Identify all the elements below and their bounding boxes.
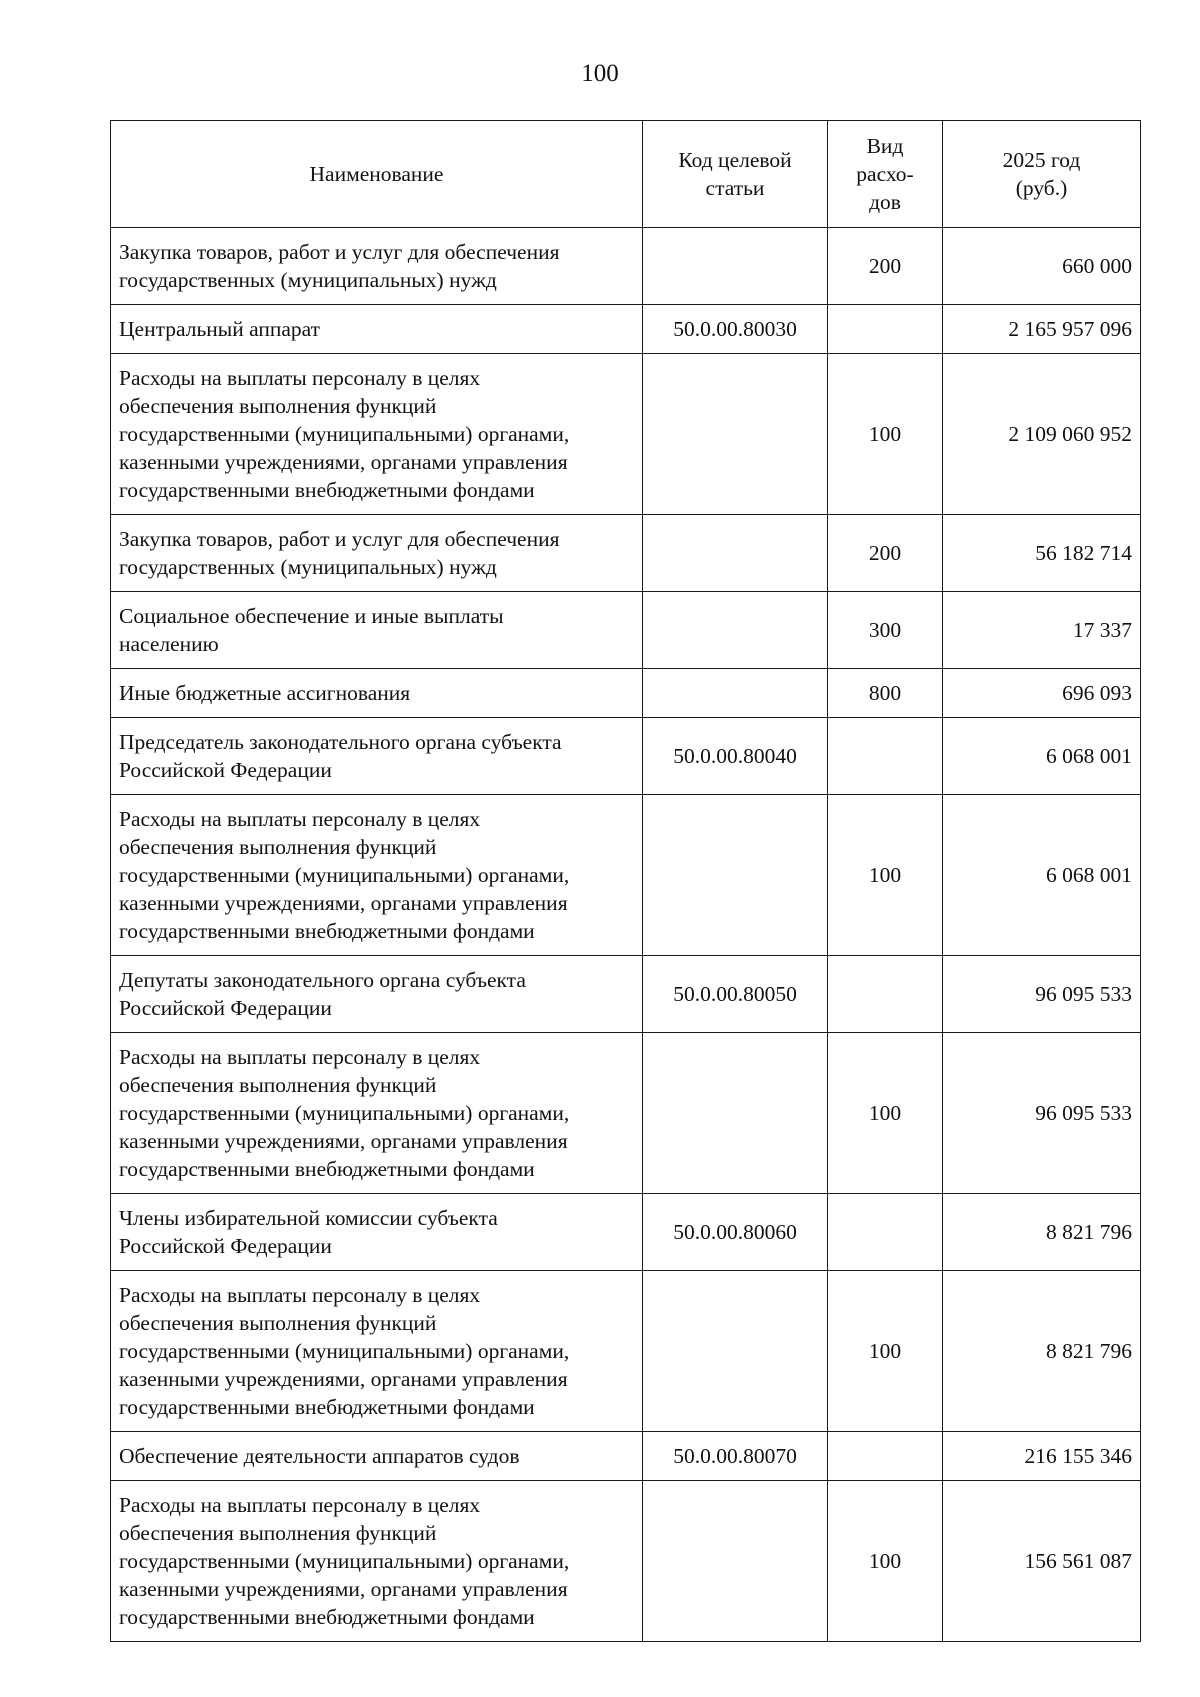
cell-name: Расходы на выплаты персоналу в целях обеспечения выполнения функций государственными (муниципальными) органами, казенными учреждениями, органами управления государственными внебюджетными фондами [111,1033,643,1194]
cell-name: Члены избирательной комиссии субъекта Российской Федерации [111,1194,643,1271]
cell-type: 200 [828,515,943,592]
cell-type [828,1194,943,1271]
cell-amount: 17 337 [943,592,1141,669]
cell-type: 100 [828,795,943,956]
table-row [111,669,1141,718]
cell-amount: 156 561 087 [943,1481,1141,1642]
cell-type [828,1432,943,1481]
cell-type: 100 [828,354,943,515]
table-row [111,956,1141,1033]
header-type: Вид расхо- дов [828,121,943,228]
cell-name: Расходы на выплаты персоналу в целях обеспечения выполнения функций государственными (муниципальными) органами, казенными учреждениями, органами управления государственными внебюджетными фондами [111,354,643,515]
cell-name: Расходы на выплаты персоналу в целях обеспечения выполнения функций государственными (муниципальными) органами, казенными учреждениями, органами управления государственными внебюджетными фондами [111,795,643,956]
table-row [111,1432,1141,1481]
cell-code [643,354,828,515]
table-row [111,354,1141,515]
budget-table [110,120,1141,1642]
cell-amount: 696 093 [943,669,1141,718]
cell-name: Иные бюджетные ассигнования [111,669,643,718]
cell-code [643,1481,828,1642]
cell-amount: 2 165 957 096 [943,305,1141,354]
cell-name: Расходы на выплаты персоналу в целях обеспечения выполнения функций государственными (муниципальными) органами, казенными учреждениями, органами управления государственными внебюджетными фондами [111,1271,643,1432]
cell-name: Центральный аппарат [111,305,643,354]
cell-amount: 96 095 533 [943,956,1141,1033]
cell-amount: 6 068 001 [943,795,1141,956]
table-row [111,1033,1141,1194]
cell-amount: 216 155 346 [943,1432,1141,1481]
cell-name: Закупка товаров, работ и услуг для обеспечения государственных (муниципальных) нужд [111,515,643,592]
cell-code: 50.0.00.80040 [643,718,828,795]
cell-type: 100 [828,1033,943,1194]
cell-type: 100 [828,1481,943,1642]
header-amount: 2025 год (руб.) [943,121,1141,228]
cell-name: Председатель законодательного органа субъекта Российской Федерации [111,718,643,795]
table-row [111,515,1141,592]
cell-amount: 2 109 060 952 [943,354,1141,515]
cell-amount: 660 000 [943,228,1141,305]
cell-code [643,1271,828,1432]
cell-amount: 56 182 714 [943,515,1141,592]
cell-type [828,956,943,1033]
cell-code [643,515,828,592]
cell-type [828,305,943,354]
cell-amount: 96 095 533 [943,1033,1141,1194]
cell-code: 50.0.00.80030 [643,305,828,354]
cell-amount: 8 821 796 [943,1194,1141,1271]
table-row [111,1194,1141,1271]
table-row [111,305,1141,354]
table-header-row [111,121,1141,228]
cell-type: 800 [828,669,943,718]
table-row [111,795,1141,956]
table-row [111,1271,1141,1432]
cell-amount: 6 068 001 [943,718,1141,795]
cell-code [643,592,828,669]
cell-type [828,718,943,795]
page-number: 100 [581,60,619,87]
header-code: Код целевой статьи [643,121,828,228]
cell-name: Социальное обеспечение и иные выплаты населению [111,592,643,669]
cell-name: Закупка товаров, работ и услуг для обеспечения государственных (муниципальных) нужд [111,228,643,305]
table-row [111,718,1141,795]
table-body [111,228,1141,1642]
cell-code: 50.0.00.80060 [643,1194,828,1271]
cell-name: Расходы на выплаты персоналу в целях обеспечения выполнения функций государственными (муниципальными) органами, казенными учреждениями, органами управления государственными внебюджетными фондами [111,1481,643,1642]
cell-type: 200 [828,228,943,305]
table-row [111,592,1141,669]
cell-type: 300 [828,592,943,669]
table-row [111,1481,1141,1642]
cell-name: Обеспечение деятельности аппаратов судов [111,1432,643,1481]
cell-type: 100 [828,1271,943,1432]
header-name: Наименование [111,121,643,228]
cell-code [643,1033,828,1194]
cell-amount: 8 821 796 [943,1271,1141,1432]
cell-code: 50.0.00.80050 [643,956,828,1033]
cell-code [643,228,828,305]
cell-code [643,669,828,718]
cell-code: 50.0.00.80070 [643,1432,828,1481]
table-row [111,228,1141,305]
cell-name: Депутаты законодательного органа субъекта Российской Федерации [111,956,643,1033]
cell-code [643,795,828,956]
